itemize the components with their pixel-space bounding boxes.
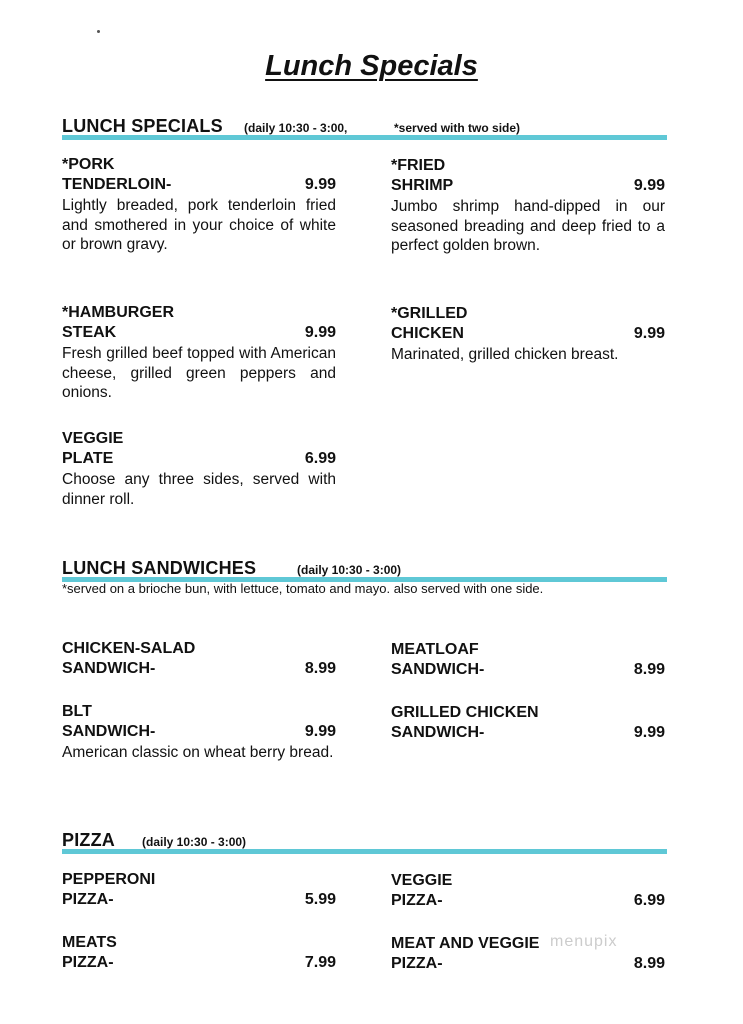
section-rule — [62, 849, 667, 854]
item-name-2: PIZZA- — [62, 954, 114, 971]
section-header-pizza — [62, 824, 667, 854]
item-name: VEGGIE — [62, 430, 124, 447]
section-title: LUNCH SANDWICHES — [62, 558, 257, 578]
menu-item — [62, 155, 336, 255]
item-name-2: SHRIMP — [391, 177, 454, 194]
item-name-2: TENDERLOIN- — [62, 176, 172, 193]
item-name-2: PLATE — [62, 450, 114, 467]
item-name-2: CHICKEN — [391, 325, 464, 342]
scan-speck — [97, 30, 100, 33]
item-name-2: PIZZA- — [62, 891, 114, 908]
section-header-lunch-specials — [62, 110, 667, 140]
item-name: VEGGIE — [391, 872, 453, 889]
item-name-2: SANDWICH- — [62, 723, 156, 740]
item-description: Jumbo shrimp hand-dipped in our seasoned breading and deep fried to a perfect golden brown. — [391, 198, 665, 254]
item-name: MEATS — [62, 934, 117, 951]
item-name-2: SANDWICH- — [62, 660, 156, 677]
section-hours: (daily 10:30 - 3:00) — [297, 563, 402, 577]
item-name-2: PIZZA- — [391, 892, 443, 909]
item-price: 6.99 — [304, 450, 336, 467]
menu-item — [391, 156, 665, 256]
item-description: Lightly breaded, pork tenderloin fried and smothered in your choice of white or brown gravy. — [62, 197, 336, 253]
item-price: 9.99 — [633, 177, 665, 194]
menu-item — [62, 870, 336, 910]
item-name: PEPPERONI — [62, 871, 156, 888]
item-name-2: SANDWICH- — [391, 724, 485, 741]
item-name: *FRIED — [391, 157, 446, 174]
item-price: 9.99 — [633, 724, 665, 741]
watermark: menupix — [550, 933, 618, 950]
menu-item — [62, 303, 336, 403]
item-price: 9.99 — [304, 176, 336, 193]
item-description: Marinated, grilled chicken breast. — [391, 346, 619, 363]
item-description: American classic on wheat berry bread. — [62, 744, 334, 761]
section-served-note: *served on a brioche bun, with lettuce, tomato and mayo. also served with one side. — [62, 581, 544, 596]
section-hours: (daily 10:30 - 3:00, — [244, 121, 348, 135]
section-title: PIZZA — [62, 830, 115, 850]
item-price: 5.99 — [304, 891, 336, 908]
menu-item — [62, 702, 336, 763]
menu-item — [62, 933, 336, 973]
page-title: Lunch Specials — [265, 50, 478, 82]
item-name-2: STEAK — [62, 324, 117, 341]
item-price: 8.99 — [633, 661, 665, 678]
item-name: GRILLED CHICKEN — [391, 704, 539, 721]
item-name: *HAMBURGER — [62, 304, 174, 321]
item-description: Fresh grilled beef topped with American cheese, grilled green peppers and onions. — [62, 345, 336, 401]
item-price: 9.99 — [633, 325, 665, 342]
item-name: MEAT AND VEGGIE — [391, 935, 540, 952]
item-price: 8.99 — [304, 660, 336, 677]
item-description: Choose any three sides, served with dinner roll. — [62, 471, 336, 508]
section-title: LUNCH SPECIALS — [62, 116, 223, 136]
menu-item — [391, 703, 665, 743]
menu-item — [62, 639, 336, 679]
item-name-2: SANDWICH- — [391, 661, 485, 678]
menu-item — [391, 640, 665, 680]
item-name: BLT — [62, 703, 92, 720]
item-name: CHICKEN-SALAD — [62, 640, 196, 657]
item-name-2: PIZZA- — [391, 955, 443, 972]
section-hours: (daily 10:30 - 3:00) — [142, 835, 247, 849]
menu-item — [391, 304, 665, 365]
menu-item — [391, 871, 665, 911]
item-price: 9.99 — [304, 324, 336, 341]
menu-item — [391, 934, 665, 974]
item-price: 7.99 — [304, 954, 336, 971]
item-price: 9.99 — [304, 723, 336, 740]
section-header-lunch-sandwiches — [62, 552, 667, 582]
item-price: 8.99 — [633, 955, 665, 972]
item-name: *GRILLED — [391, 305, 468, 322]
item-name: MEATLOAF — [391, 641, 479, 658]
section-served-note: *served with two side) — [394, 121, 521, 135]
item-price: 6.99 — [633, 892, 665, 909]
menu-item — [62, 429, 336, 509]
item-name: *PORK — [62, 156, 115, 173]
